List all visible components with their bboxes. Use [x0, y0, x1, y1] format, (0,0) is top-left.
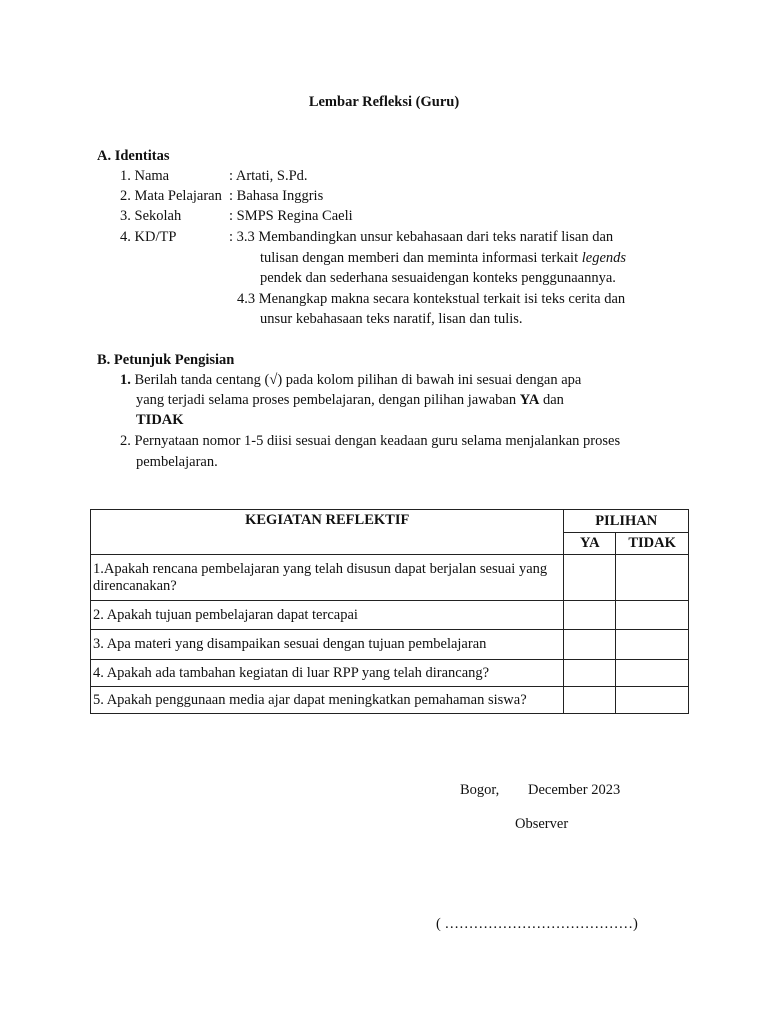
answer-tidak-cell[interactable]	[616, 555, 689, 601]
identity-name-value: : Artati, S.Pd.	[229, 168, 308, 184]
signature-role: Observer	[515, 816, 569, 832]
document-title: Lembar Refleksi (Guru)	[308, 94, 460, 110]
section-b-heading: B. Petunjuk Pengisian	[97, 352, 235, 368]
answer-ya-cell[interactable]	[564, 630, 616, 660]
instruction-1-line-1	[120, 372, 581, 389]
kd-3-3-line-2	[260, 250, 626, 267]
identity-kdtp-label: 4. KD/TP	[120, 229, 177, 245]
table-row	[91, 555, 689, 601]
header-activity: KEGIATAN REFLEKTIF	[91, 510, 564, 555]
table-row	[91, 687, 689, 714]
identity-school-value: : SMPS Regina Caeli	[229, 208, 353, 224]
answer-ya-cell[interactable]	[564, 555, 616, 601]
table-row	[91, 601, 689, 630]
answer-tidak-cell[interactable]	[616, 630, 689, 660]
table-row	[91, 630, 689, 660]
header-ya: YA	[564, 533, 616, 555]
section-a-heading: A. Identitas	[97, 148, 170, 164]
kd-4-3-line-1: 4.3 Menangkap makna secara kontekstual terkait isi teks cerita dan	[237, 291, 626, 307]
answer-tidak-label: TIDAK	[136, 412, 184, 428]
kd-3-3-line-1: : 3.3 Membandingkan unsur kebahasaan dari teks naratif lisan dan	[229, 229, 614, 245]
kd-3-3-line-3: pendek dan sederhana sesuaidengan konteks penggunaannya.	[260, 270, 616, 286]
identity-subject-value: : Bahasa Inggris	[229, 188, 324, 204]
answer-tidak-cell[interactable]	[616, 601, 689, 630]
table-row	[91, 660, 689, 687]
identity-subject-label: 2. Mata Pelajaran	[120, 188, 222, 204]
header-choice: PILIHAN	[564, 510, 689, 533]
question-1: 1.Apakah rencana pembelajaran yang telah disusun dapat berjalan sesuai yang direncanakan?	[91, 555, 564, 601]
question-5: 5. Apakah penggunaan media ajar dapat meningkatkan pemahaman siswa?	[91, 687, 564, 714]
instruction-1-text: Berilah tanda centang (√) pada kolom pilihan di bawah ini sesuai dengan apa	[134, 372, 582, 388]
answer-tidak-cell[interactable]	[616, 660, 689, 687]
question-2: 2. Apakah tujuan pembelajaran dapat tercapai	[91, 601, 564, 630]
instruction-1-dan: dan	[539, 392, 564, 408]
reflection-table	[90, 509, 689, 714]
answer-ya-cell[interactable]	[564, 601, 616, 630]
instruction-1-line-2-text: yang terjadi selama proses pembelajaran, dengan pilihan jawaban	[136, 392, 520, 408]
instruction-2-line-2: pembelajaran.	[136, 454, 218, 470]
instruction-1-number: 1.	[120, 372, 131, 388]
kd-3-3-line-2-text: tulisan dengan memberi dan meminta informasi terkait	[260, 250, 582, 266]
answer-ya-cell[interactable]	[564, 687, 616, 714]
signature-place: Bogor,	[460, 782, 500, 798]
instruction-1-line-2	[136, 392, 564, 409]
signature-date: December 2023	[528, 782, 621, 798]
kd-4-3-line-2: unsur kebahasaan teks naratif, lisan dan tulis.	[260, 311, 523, 327]
answer-ya-label: YA	[519, 392, 540, 408]
identity-name-label: 1. Nama	[120, 168, 170, 184]
signature-name-line: ( …………………………………)	[436, 916, 638, 932]
identity-school-label: 3. Sekolah	[120, 208, 182, 224]
header-tidak: TIDAK	[616, 533, 689, 555]
answer-ya-cell[interactable]	[564, 660, 616, 687]
instruction-2-line-1: 2. Pernyataan nomor 1-5 diisi sesuai dengan keadaan guru selama menjalankan proses	[120, 433, 621, 449]
question-4: 4. Apakah ada tambahan kegiatan di luar RPP yang telah dirancang?	[91, 660, 564, 687]
answer-tidak-cell[interactable]	[616, 687, 689, 714]
question-3: 3. Apa materi yang disampaikan sesuai dengan tujuan pembelajaran	[91, 630, 564, 660]
kd-3-3-legends-italic: legends	[581, 250, 627, 266]
